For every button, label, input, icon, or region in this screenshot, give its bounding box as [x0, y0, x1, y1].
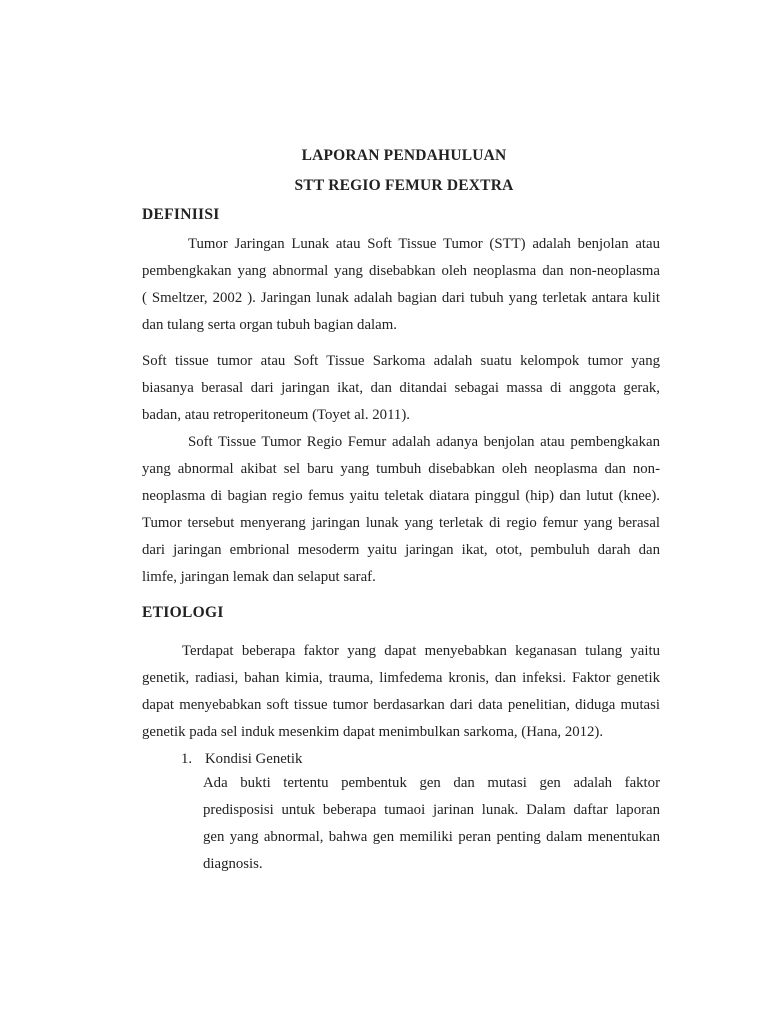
list-item-line: gen yang abnormal, bahwa gen memiliki peran penting dalam menentukan — [203, 829, 660, 845]
section-heading-definisi: DEFINIISI — [142, 206, 220, 223]
list-item-title: Kondisi Genetik — [205, 751, 303, 767]
document-title: LAPORAN PENDAHULUAN — [301, 147, 507, 164]
paragraph-line: biasanya berasal dari jaringan ikat, dan ditandai sebagai massa di anggota gerak, — [142, 380, 660, 396]
list-item-line: Ada bukti tertentu pembentuk gen dan mutasi gen adalah faktor — [203, 775, 660, 791]
paragraph-line: yang abnormal akibat sel baru yang tumbuh disebabkan oleh neoplasma dan non- — [142, 461, 660, 477]
paragraph-line: Tumor Jaringan Lunak atau Soft Tissue Tumor (STT) adalah benjolan atau — [188, 236, 660, 252]
paragraph-line: dan tulang serta organ tubuh bagian dalam. — [142, 317, 397, 333]
paragraph-line: Terdapat beberapa faktor yang dapat menyebabkan keganasan tulang yaitu — [182, 643, 660, 659]
paragraph-line: Tumor tersebut menyerang jaringan lunak yang terletak di regio femur yang berasal — [142, 515, 660, 531]
paragraph-line: badan, atau retroperitoneum (Toyet al. 2011). — [142, 407, 410, 423]
list-item-line: diagnosis. — [203, 856, 263, 872]
paragraph-line: pembengkakan yang abnormal yang disebabkan oleh neoplasma dan non-neoplasma — [142, 263, 660, 279]
paragraph-line: Soft Tissue Tumor Regio Femur adalah adanya benjolan atau pembengkakan — [188, 434, 660, 450]
paragraph-line: neoplasma di bagian regio femus yaitu teletak diatara pinggul (hip) dan lutut (knee). — [142, 488, 660, 504]
paragraph-line: genetik, radiasi, bahan kimia, trauma, limfedema kronis, dan infeksi. Faktor genetik — [142, 670, 660, 686]
paragraph-line: limfe, jaringan lemak dan selaput saraf. — [142, 569, 376, 585]
document-subtitle: STT REGIO FEMUR DEXTRA — [294, 177, 514, 194]
paragraph-line: dari jaringan embrional mesoderm yaitu jaringan ikat, otot, pembuluh darah dan — [142, 542, 660, 558]
paragraph-line: ( Smeltzer, 2002 ). Jaringan lunak adalah bagian dari tubuh yang terletak antara kulit — [142, 290, 660, 306]
paragraph-line: dapat menyebabkan soft tissue tumor berdasarkan dari data penelitian, diduga mutasi — [142, 697, 660, 713]
list-item-number: 1. — [181, 751, 193, 767]
paragraph-line: genetik pada sel induk mesenkim dapat menimbulkan sarkoma, (Hana, 2012). — [142, 724, 604, 740]
list-item-line: predisposisi untuk beberapa tumaoi jarinan lunak. Dalam daftar laporan — [203, 802, 660, 818]
paragraph-line: Soft tissue tumor atau Soft Tissue Sarkoma adalah suatu kelompok tumor yang — [142, 353, 660, 369]
section-heading-etiologi: ETIOLOGI — [142, 604, 224, 621]
